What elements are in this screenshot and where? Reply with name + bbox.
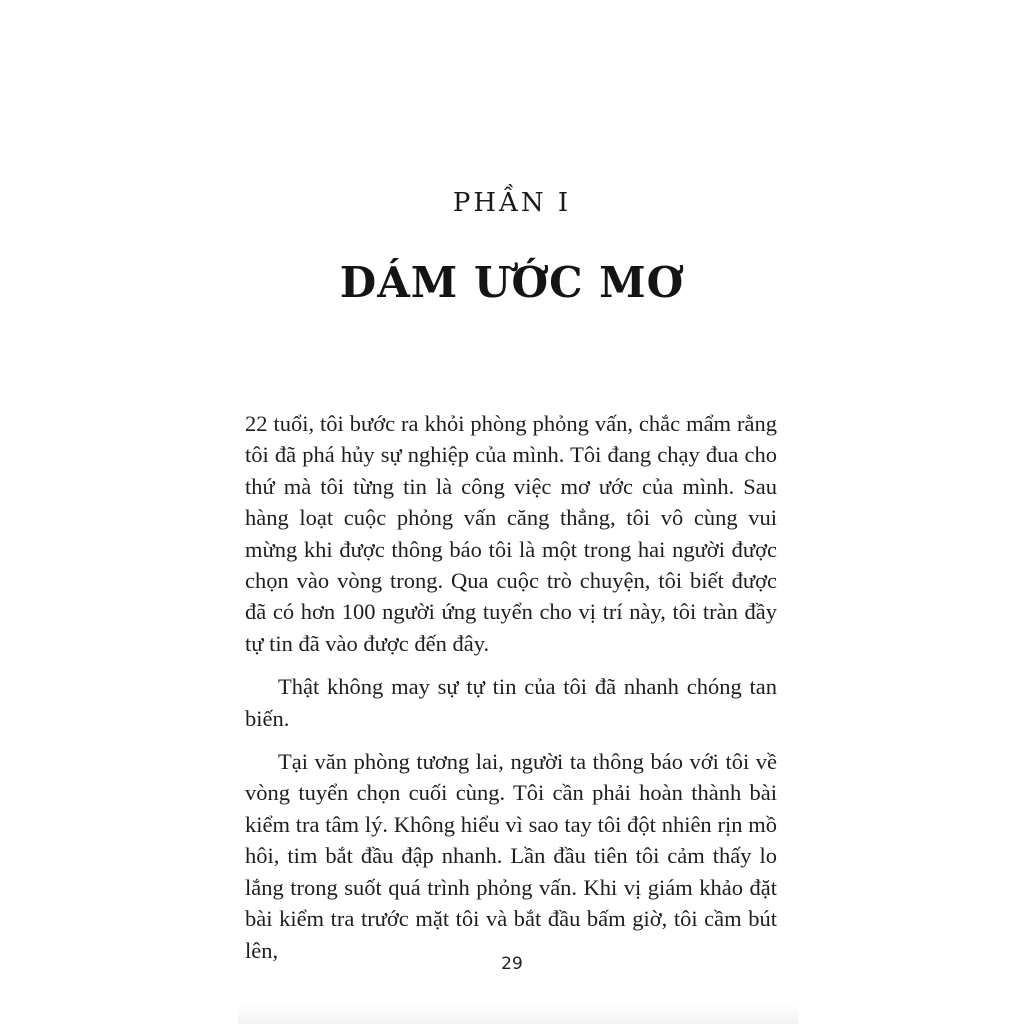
paragraph-3: Tại văn phòng tương lai, người ta thông báo với tôi về vòng tuyển chọn cuối cùng. Tôi cần phải hoàn thành bài kiểm tra tâm lý. Không hiểu vì sao tay tôi đột nhiên rịn mồ hôi, tim bắt đầu đập nhanh. Lần đầu tiên tôi cảm thấy lo lắng trong suốt quá trình phỏng vấn. Khi vị giám khảo đặt bài kiểm tra trước mặt tôi và bắt đầu bấm giờ, tôi cầm bút lên,: [245, 749, 777, 963]
body-text: [245, 408, 777, 978]
part-label: PHẦN I: [452, 188, 572, 218]
page-number: 29: [501, 954, 523, 974]
chapter-title: DÁM ƯỚC MƠ: [339, 258, 685, 307]
paragraph-2: Thật không may sự tự tin của tôi đã nhanh chóng tan biến.: [245, 674, 777, 731]
page-edge-shadow: [238, 1004, 798, 1024]
paragraph-1: 22 tuổi, tôi bước ra khỏi phòng phỏng vấn, chắc mẩm rằng tôi đã phá hủy sự nghiệp của mình. Tôi đang chạy đua cho thứ mà tôi từng tin là công việc mơ ước của mình. Sau hàng loạt cuộc phỏng vấn căng thẳng, tôi vô cùng vui mừng khi được thông báo tôi là một trong hai người được chọn vào vòng trong. Qua cuộc trò chuyện, tôi biết được đã có hơn 100 người ứng tuyển cho vị trí này, tôi tràn đầy tự tin đã vào được đến đây.: [245, 411, 777, 656]
